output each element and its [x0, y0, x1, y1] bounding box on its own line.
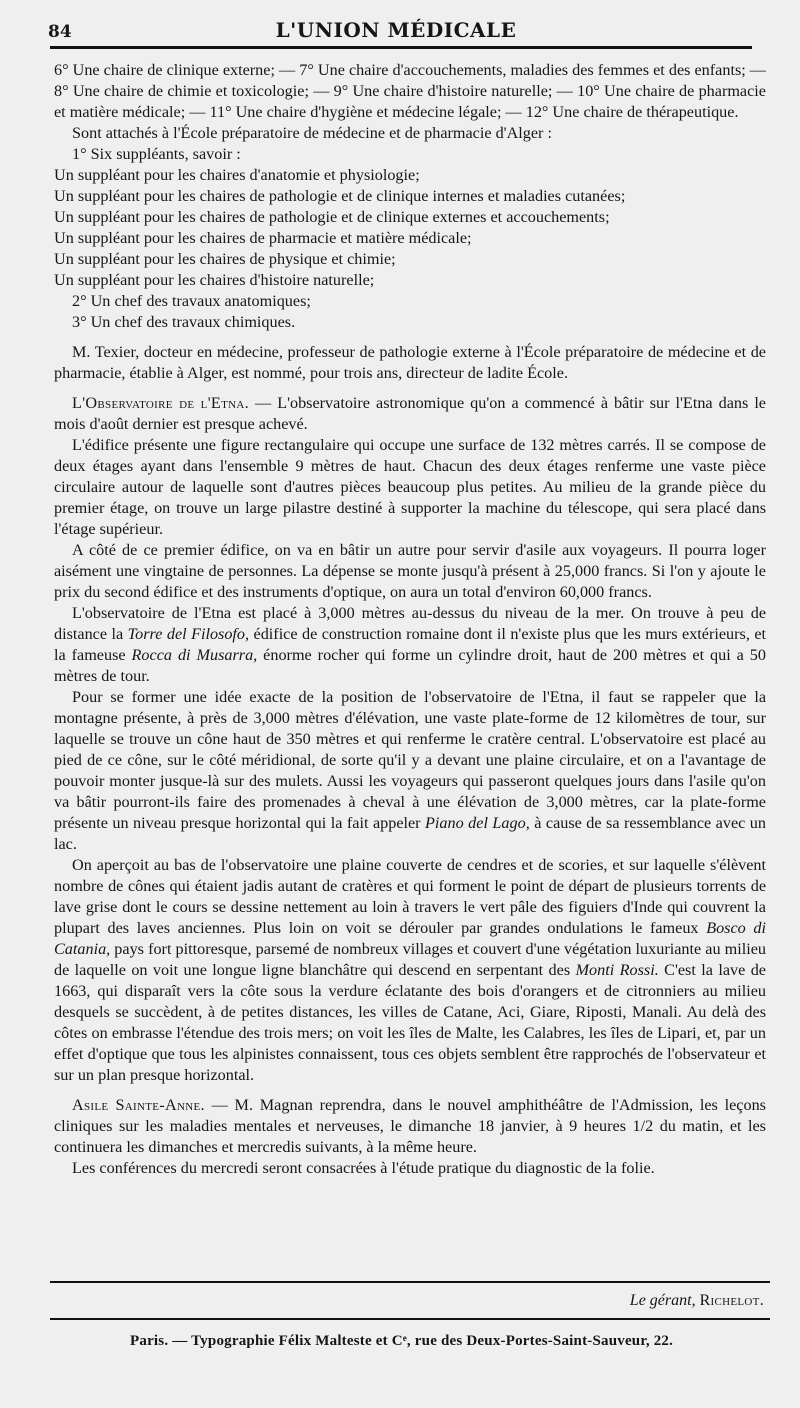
page-number: 84	[48, 22, 72, 42]
place-name-rocca: Rocca di Musarra,	[131, 646, 258, 664]
list-item: Un suppléant pour les chaires d'histoire naturelle;	[54, 271, 375, 289]
etna-location-text: L'observatoire de l'Etna est placé à 3,000 mètres au-dessus du niveau de la mer. On trouve à peu de distance la	[54, 604, 766, 643]
list-item: Un suppléant pour les chaires de pathologie et de clinique internes et maladies cutanées;	[54, 187, 626, 205]
section-heading-asile: Asile Sainte-Anne.	[72, 1096, 205, 1114]
signature	[630, 1292, 764, 1310]
asile-conferences-paragraph: Les conférences du mercredi seront consacrées à l'étude pratique du diagnostic de la folie.	[72, 1159, 655, 1177]
list-item: Un suppléant pour les chaires de pathologie et de clinique externes et accouchements;	[54, 208, 610, 226]
etna-position-text: Pour se former une idée exacte de la position de l'observatoire de l'Etna, il faut se rappeler que la montagne présente, à près de 3,000 mètres d'élévation, une vaste plate-forme de 12 kilomètres de tour, sur laquelle se trouve un cône haut de 350 mètres et qui renferme le cratère central. L'observatoire est placé au pied de ce cône, sur le côté méridional, de sorte qu'il y a devant une plaine circulaire, et on a l'avantage de pouvoir monter jusque-là sur des mulets. Aussi les voyageurs qui passeront quelques jours dans l'asile qu'on va bâtir pourront-ils faire des promenades à cheval à une élévation de 3,000 mètres, car la plate-forme présente un niveau presque horizontal qui la fait appeler	[54, 688, 766, 832]
etna-location-text: énorme rocher qui forme un cylindre droit, haut de 200 mètres et qui a 50 mètres de tour.	[54, 646, 766, 685]
section-heading-etna: L'Observatoire de l'Etna.	[72, 394, 249, 412]
body-text	[54, 60, 766, 1179]
header-rule	[50, 46, 752, 49]
etna-intro-paragraph	[54, 393, 766, 435]
asile-paragraph	[54, 1095, 766, 1158]
asile-text: — M. Magnan reprendra, dans le nouvel amphithéâtre de l'Admission, les leçons cliniques sur les maladies mentales et nerveuses, le dimanche 18 janvier, à 9 heures 1/2 du matin, et les continuera les dimanches et mercredis suivants, à la même heure.	[54, 1096, 766, 1156]
etna-position-paragraph	[54, 687, 766, 855]
etna-view-text: C'est la lave de 1663, qui disparaît vers la côte sous la verdure éclatante des bois d'orangers et de citronniers au milieu desquels se succèdent, à de petites distances, les villes de Catane, Aci, Giare, Riposti, Manali. Au delà des côtes on embrasse l'étendue des trois mers; on voit les îles de Malte, les Calabres, les îles de Lipari, et, par un effet d'optique que tous les alpinistes connaissent, tous ces objets semblent être rapprochés de l'observateur et sur un plan presque horizontal.	[54, 961, 766, 1084]
etna-view-text: pays fort pittoresque, parsemé de nombreux villages et couvert d'une végétation luxuriante au milieu de laquelle on voit une longue ligne blanchâtre qui descend en serpentant des	[54, 940, 766, 979]
signature-name: Richelot.	[699, 1292, 764, 1309]
etna-location-paragraph	[54, 603, 766, 687]
list-item: Un suppléant pour les chaires d'anatomie et physiologie;	[54, 166, 420, 184]
list-item: 1° Six suppléants, savoir :	[72, 145, 241, 163]
printer-imprint: Paris. — Typographie Félix Malteste et Cᵉ, rue des Deux-Portes-Saint-Sauveur, 22.	[130, 1333, 674, 1349]
texier-paragraph: M. Texier, docteur en médecine, professeur de pathologie externe à l'École préparatoire de médecine et de pharmacie, établie à Alger, est nommé, pour trois ans, directeur de ladite École.	[54, 343, 766, 382]
running-title: L'UNION MÉDICALE	[275, 18, 517, 42]
etna-view-text: On aperçoit au bas de l'observatoire une plaine couverte de cendres et de scories, et sur laquelle s'élèvent nombre de cônes qui étaient jadis autant de cratères et qui forment le point de départ de plusieurs torrents de lave grise dont le cours se dessine nettement au loin à travers le vert pâle des figuiers d'Inde qui couvrent la plupart des laves anciennes. Plus loin on voit se dérouler par grandes ondulations le fameux	[54, 856, 766, 937]
place-name-piano: Piano del Lago,	[425, 814, 530, 832]
footer-rule	[50, 1281, 770, 1283]
page-header	[40, 14, 752, 48]
etna-building-paragraph: L'édifice présente une figure rectangulaire qui occupe une surface de 132 mètres carrés. Il se compose de deux étages ayant dans l'ensemble 9 mètres de haut. Chacun des deux étages renferme une vaste pièce circulaire autour de laquelle sont d'autres pièces beaucoup plus petites. Au milieu de la grande pièce du premier étage, on trouve un large pilastre destiné à supporter la machine du télescope, qui sera placé dans l'étage supérieur.	[54, 436, 766, 538]
etna-position-text: à cause de sa ressemblance avec un lac.	[54, 814, 766, 853]
list-item: 3° Un chef des travaux chimiques.	[72, 313, 296, 331]
list-item: Un suppléant pour les chaires de pharmacie et matière médicale;	[54, 229, 472, 247]
etna-intro-text: — L'observatoire astronomique qu'on a commencé à bâtir sur l'Etna dans le mois d'août dernier est presque achevé.	[54, 394, 766, 433]
staff-list	[54, 144, 766, 333]
attached-intro: Sont attachés à l'École préparatoire de médecine et de pharmacie d'Alger :	[72, 124, 552, 142]
chairs-paragraph: 6° Une chaire de clinique externe; — 7° Une chaire d'accouchements, maladies des femmes et des enfants; — 8° Une chaire de chimie et toxicologie; — 9° Une chaire d'histoire naturelle; — 10° Une chaire de pharmacie et matière médicale; — 11° Une chaire d'hygiène et médecine légale; — 12° Une chaire de thérapeutique.	[54, 61, 766, 121]
list-item: 2° Un chef des travaux anatomiques;	[72, 292, 311, 310]
signature-role: Le gérant,	[629, 1292, 696, 1309]
etna-location-text: édifice de construction romaine dont il n'existe plus que les murs extérieurs, et la fameuse	[54, 625, 767, 664]
place-name-bosco: Bosco di Catania,	[54, 919, 767, 958]
etna-shelter-paragraph: A côté de ce premier édifice, on va en bâtir un autre pour servir d'asile aux voyageurs. Il pourra loger aisément une vingtaine de personnes. La dépense se monte jusqu'à présent à 25,000 francs. Si l'on y ajoute le prix du second édifice et des instruments d'optique, on aura un total d'environ 60,000 francs.	[54, 541, 766, 601]
etna-view-paragraph	[54, 855, 766, 1086]
place-name-torre: Torre del Filosofo,	[127, 625, 250, 643]
imprint-rule	[50, 1318, 770, 1320]
place-name-monti: Monti Rossi.	[575, 961, 659, 979]
list-item: Un suppléant pour les chaires de physique et chimie;	[54, 250, 396, 268]
